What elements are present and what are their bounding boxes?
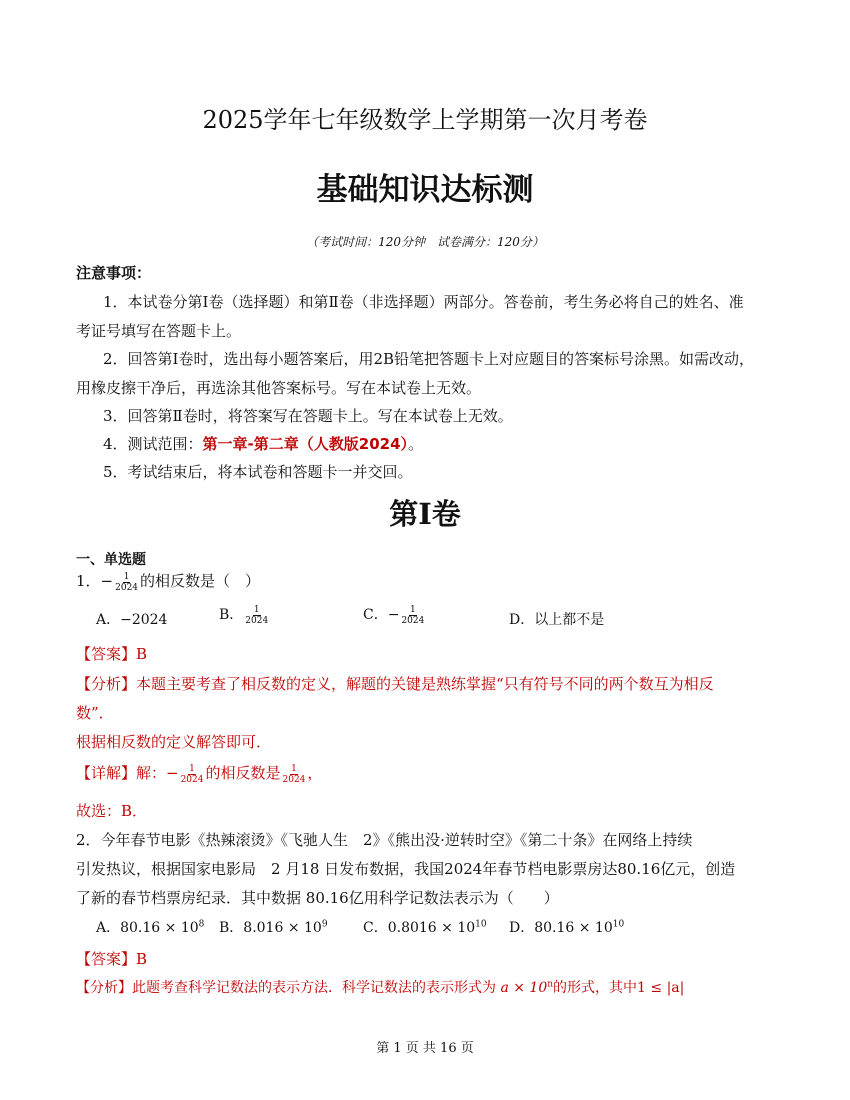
notice-item-3: 3．回答第Ⅱ卷时，将答案写在答题卡上。写在本试卷上无效。 <box>103 407 513 425</box>
q1-suffix: 的相反数是（ ） <box>140 572 261 590</box>
notice-item-2-cont: 用橡皮擦干净后，再选涂其他答案标号。写在本试卷上无效。 <box>76 379 482 397</box>
fraction-numerator: 1 <box>291 763 297 774</box>
exam-title: 2025学年七年级数学上学期第一次月考卷 <box>202 106 648 134</box>
fraction-numerator: 1 <box>253 604 260 615</box>
q1-fraction <box>115 572 138 593</box>
q1-detail <box>76 762 322 785</box>
q1-option-c <box>363 604 426 626</box>
option-label: B． <box>219 607 244 623</box>
fraction-denominator: 2024 <box>401 615 425 626</box>
notice-item-1-cont: 考证号填写在答题卡上。 <box>76 322 242 340</box>
q1-option-b-fraction <box>245 605 268 626</box>
fraction-numerator: 1 <box>410 604 416 615</box>
volume-title: 第Ⅰ卷 <box>389 497 461 531</box>
option-exponent: 10 <box>612 919 625 930</box>
question-1-stem <box>76 570 260 593</box>
question-2-stem: 2．今年春节电影《热辣滚烫》《飞驰人生 2》《熊出没·逆转时空》《第二十条》在网络上持续 <box>76 831 693 849</box>
q1-analysis-method: 根据相反数的定义解答即可． <box>76 733 272 751</box>
q2-option-c <box>363 917 487 937</box>
analysis-formula: a × 10 <box>500 980 548 996</box>
notice-item-4-prefix: 4．测试范围： <box>103 435 203 453</box>
notice-item-1: 1．本试卷分第Ⅰ卷（选择题）和第Ⅱ卷（非选择题）两部分。答卷前，考生务必将自己的姓名、准 <box>103 293 744 311</box>
q2-option-a <box>96 917 204 937</box>
question-2-stem-cont-2: 了新的春节档票房纪录．其中数据 80.16亿用科学记数法表示为（ ） <box>76 889 559 907</box>
q2-answer: 【答案】B <box>76 950 148 968</box>
q1-option-d: D．以上都不是 <box>509 612 605 628</box>
q1-analysis: 【分析】本题主要考查了相反数的定义，解题的关键是熟练掌握“只有符号不同的两个数互为相反 <box>76 675 714 693</box>
page-footer: 第 1 页 共 16 页 <box>376 1041 474 1056</box>
notice-item-4 <box>103 433 423 454</box>
detail-prefix: 【详解】解：− <box>76 764 179 782</box>
detail-mid: 的相反数是 <box>205 764 281 782</box>
option-exponent: 10 <box>475 919 487 930</box>
q2-option-b <box>219 917 328 937</box>
option-exponent: 9 <box>321 919 328 930</box>
fraction-numerator: 1 <box>123 571 130 582</box>
option-base: D．80.16 × 10 <box>509 920 613 936</box>
q1-option-b <box>219 604 270 626</box>
option-exponent: 8 <box>198 919 205 930</box>
test-scope: 第一章-第二章（人教版2024） <box>202 435 409 453</box>
fraction-denominator: 2024 <box>245 615 269 626</box>
fraction-numerator: 1 <box>189 763 195 774</box>
q1-detail-fraction <box>181 764 204 785</box>
fraction-denominator: 2024 <box>115 582 139 593</box>
analysis-prefix: 【分析】此题考查科学记数法的表示方法．科学记数法的表示形式为 <box>76 980 501 996</box>
section-title: 一、单选题 <box>76 552 146 568</box>
q1-prefix: 1．− <box>76 572 114 590</box>
q1-detail-fraction-2 <box>283 764 306 785</box>
q1-option-c-fraction <box>401 605 424 626</box>
fraction-denominator: 2024 <box>180 774 204 785</box>
q1-analysis-cont: 数”． <box>76 704 114 722</box>
question-2-stem-cont: 引发热议，根据国家电影局 2 月18 日发布数据，我国2024年春节档电影票房达80.16亿元，创造 <box>76 860 736 878</box>
q1-option-a: A．−2024 <box>96 612 168 628</box>
option-base: B．8.016 × 10 <box>219 920 322 936</box>
analysis-suffix: 的形式，其中1 ≤ |a| <box>553 980 685 996</box>
exam-info: （考试时间：120分钟 试卷满分：120分） <box>306 235 544 249</box>
exam-subtitle: 基础知识达标测 <box>316 172 534 208</box>
option-base: A．80.16 × 10 <box>96 920 199 936</box>
option-base: C．0.8016 × 10 <box>363 920 476 936</box>
q2-option-d <box>509 917 624 937</box>
q1-conclusion: 故选：B． <box>76 802 148 820</box>
fraction-denominator: 2024 <box>282 774 306 785</box>
analysis-exponent: n <box>547 979 554 990</box>
q1-answer: 【答案】B <box>76 645 148 663</box>
q2-analysis <box>76 977 684 997</box>
option-label: C．− <box>363 607 400 623</box>
notice-item-4-suffix: 。 <box>408 435 424 453</box>
detail-end: ， <box>307 764 323 782</box>
notice-item-2: 2．回答第Ⅰ卷时，选出每小题答案后，用2B铅笔把答题卡上对应题目的答案标号涂黑。如需改动， <box>103 350 755 368</box>
notice-item-5: 5．考试结束后，将本试卷和答题卡一并交回。 <box>103 463 413 481</box>
notice-heading: 注意事项： <box>76 264 152 282</box>
